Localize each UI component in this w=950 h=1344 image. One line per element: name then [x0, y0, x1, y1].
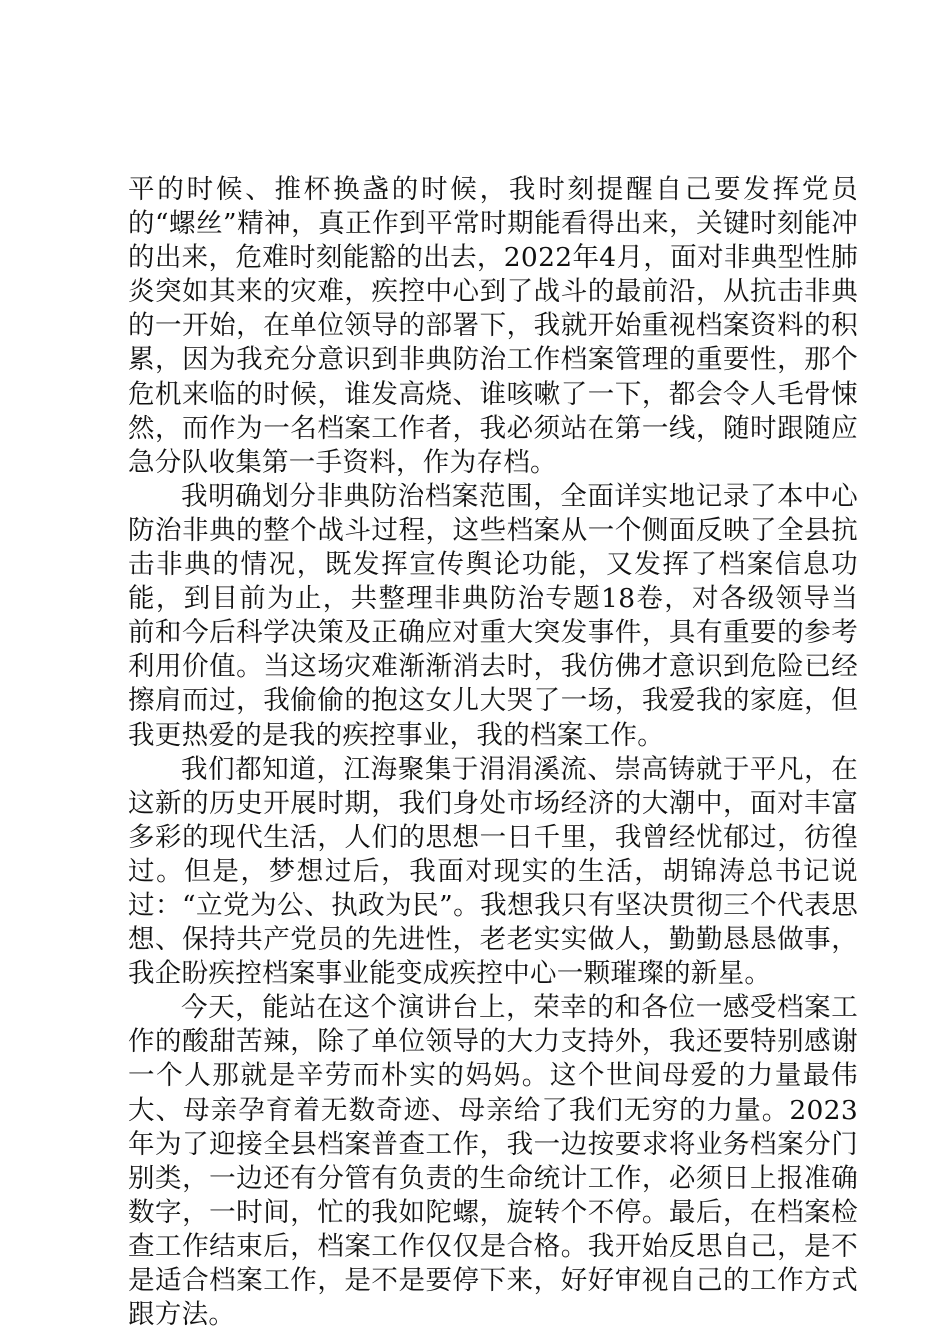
paragraph-archive-scope: 我明确划分非典防治档案范围，全面详实地记录了本中心防治非典的整个战斗过程，这些档案从一个侧面反映了全县抗击非典的情况，既发挥宣传舆论功能，又发挥了档案信息功能，到目前为止，共整理非典防治专题18卷，对各级领导当前和今后科学决策及正确应对重大突发事件，具有重要的参考利用价值。当这场灾难渐渐消去时，我仿佛才意识到危险已经擦肩而过，我偷偷的抱这女儿大哭了一场，我爱我的家庭，但我更热爱的是我的疾控事业，我的档案工作。	[128, 480, 858, 751]
paragraph-continued: 平的时候、推杯换盏的时候，我时刻提醒自己要发挥党员的“螺丝”精神，真正作到平常时期能看得出来，关键时刻能冲的出来，危难时刻能豁的出去，2022年4月，面对非典型性肺炎突如其来的灾难，疾控中心到了战斗的最前沿，从抗击非典的一开始，在单位领导的部署下，我就开始重视档案资料的积累，因为我充分意识到非典防治工作档案管理的重要性，那个危机来临的时候，谁发高烧、谁咳嗽了一下，都会令人毛骨悚然，而作为一名档案工作者，我必须站在第一线，随时跟随应急分队收集第一手资料，作为存档。	[128, 174, 858, 478]
paragraph-gratitude: 今天，能站在这个演讲台上，荣幸的和各位一感受档案工作的酸甜苦辣，除了单位领导的大力支持外，我还要特别感谢一个人那就是辛劳而朴实的妈妈。这个世间母爱的力量最伟大、母亲孕育着无数奇迹、母亲给了我们无穷的力量。2023年为了迎接全县档案普查工作，我一边按要求将业务档案分门别类，一边还有分管有负责的生命统计工作，必须日上报准确数字，一时间，忙的我如陀螺，旋转个不停。最后，在档案检查工作结束后，档案工作仅仅是合格。我开始反思自己，是不是适合档案工作，是不是要停下来，好好审视自己的工作方式跟方法。	[128, 992, 858, 1331]
paragraph-ordinary-work: 我们都知道，江海聚集于涓涓溪流、崇高铸就于平凡，在这新的历史开展时期，我们身处市场经济的大潮中，面对丰富多彩的现代生活，人们的思想一日千里，我曾经忧郁过，彷徨过。但是，梦想过后，我面对现实的生活，胡锦涛总书记说过：“立党为公、执政为民”。我想我只有坚决贯彻三个代表思想、保持共产党员的先进性，老老实实做人，勤勤恳恳做事，我企盼疾控档案事业能变成疾控中心一颗璀璨的新星。	[128, 753, 858, 990]
document-body	[128, 173, 858, 1332]
